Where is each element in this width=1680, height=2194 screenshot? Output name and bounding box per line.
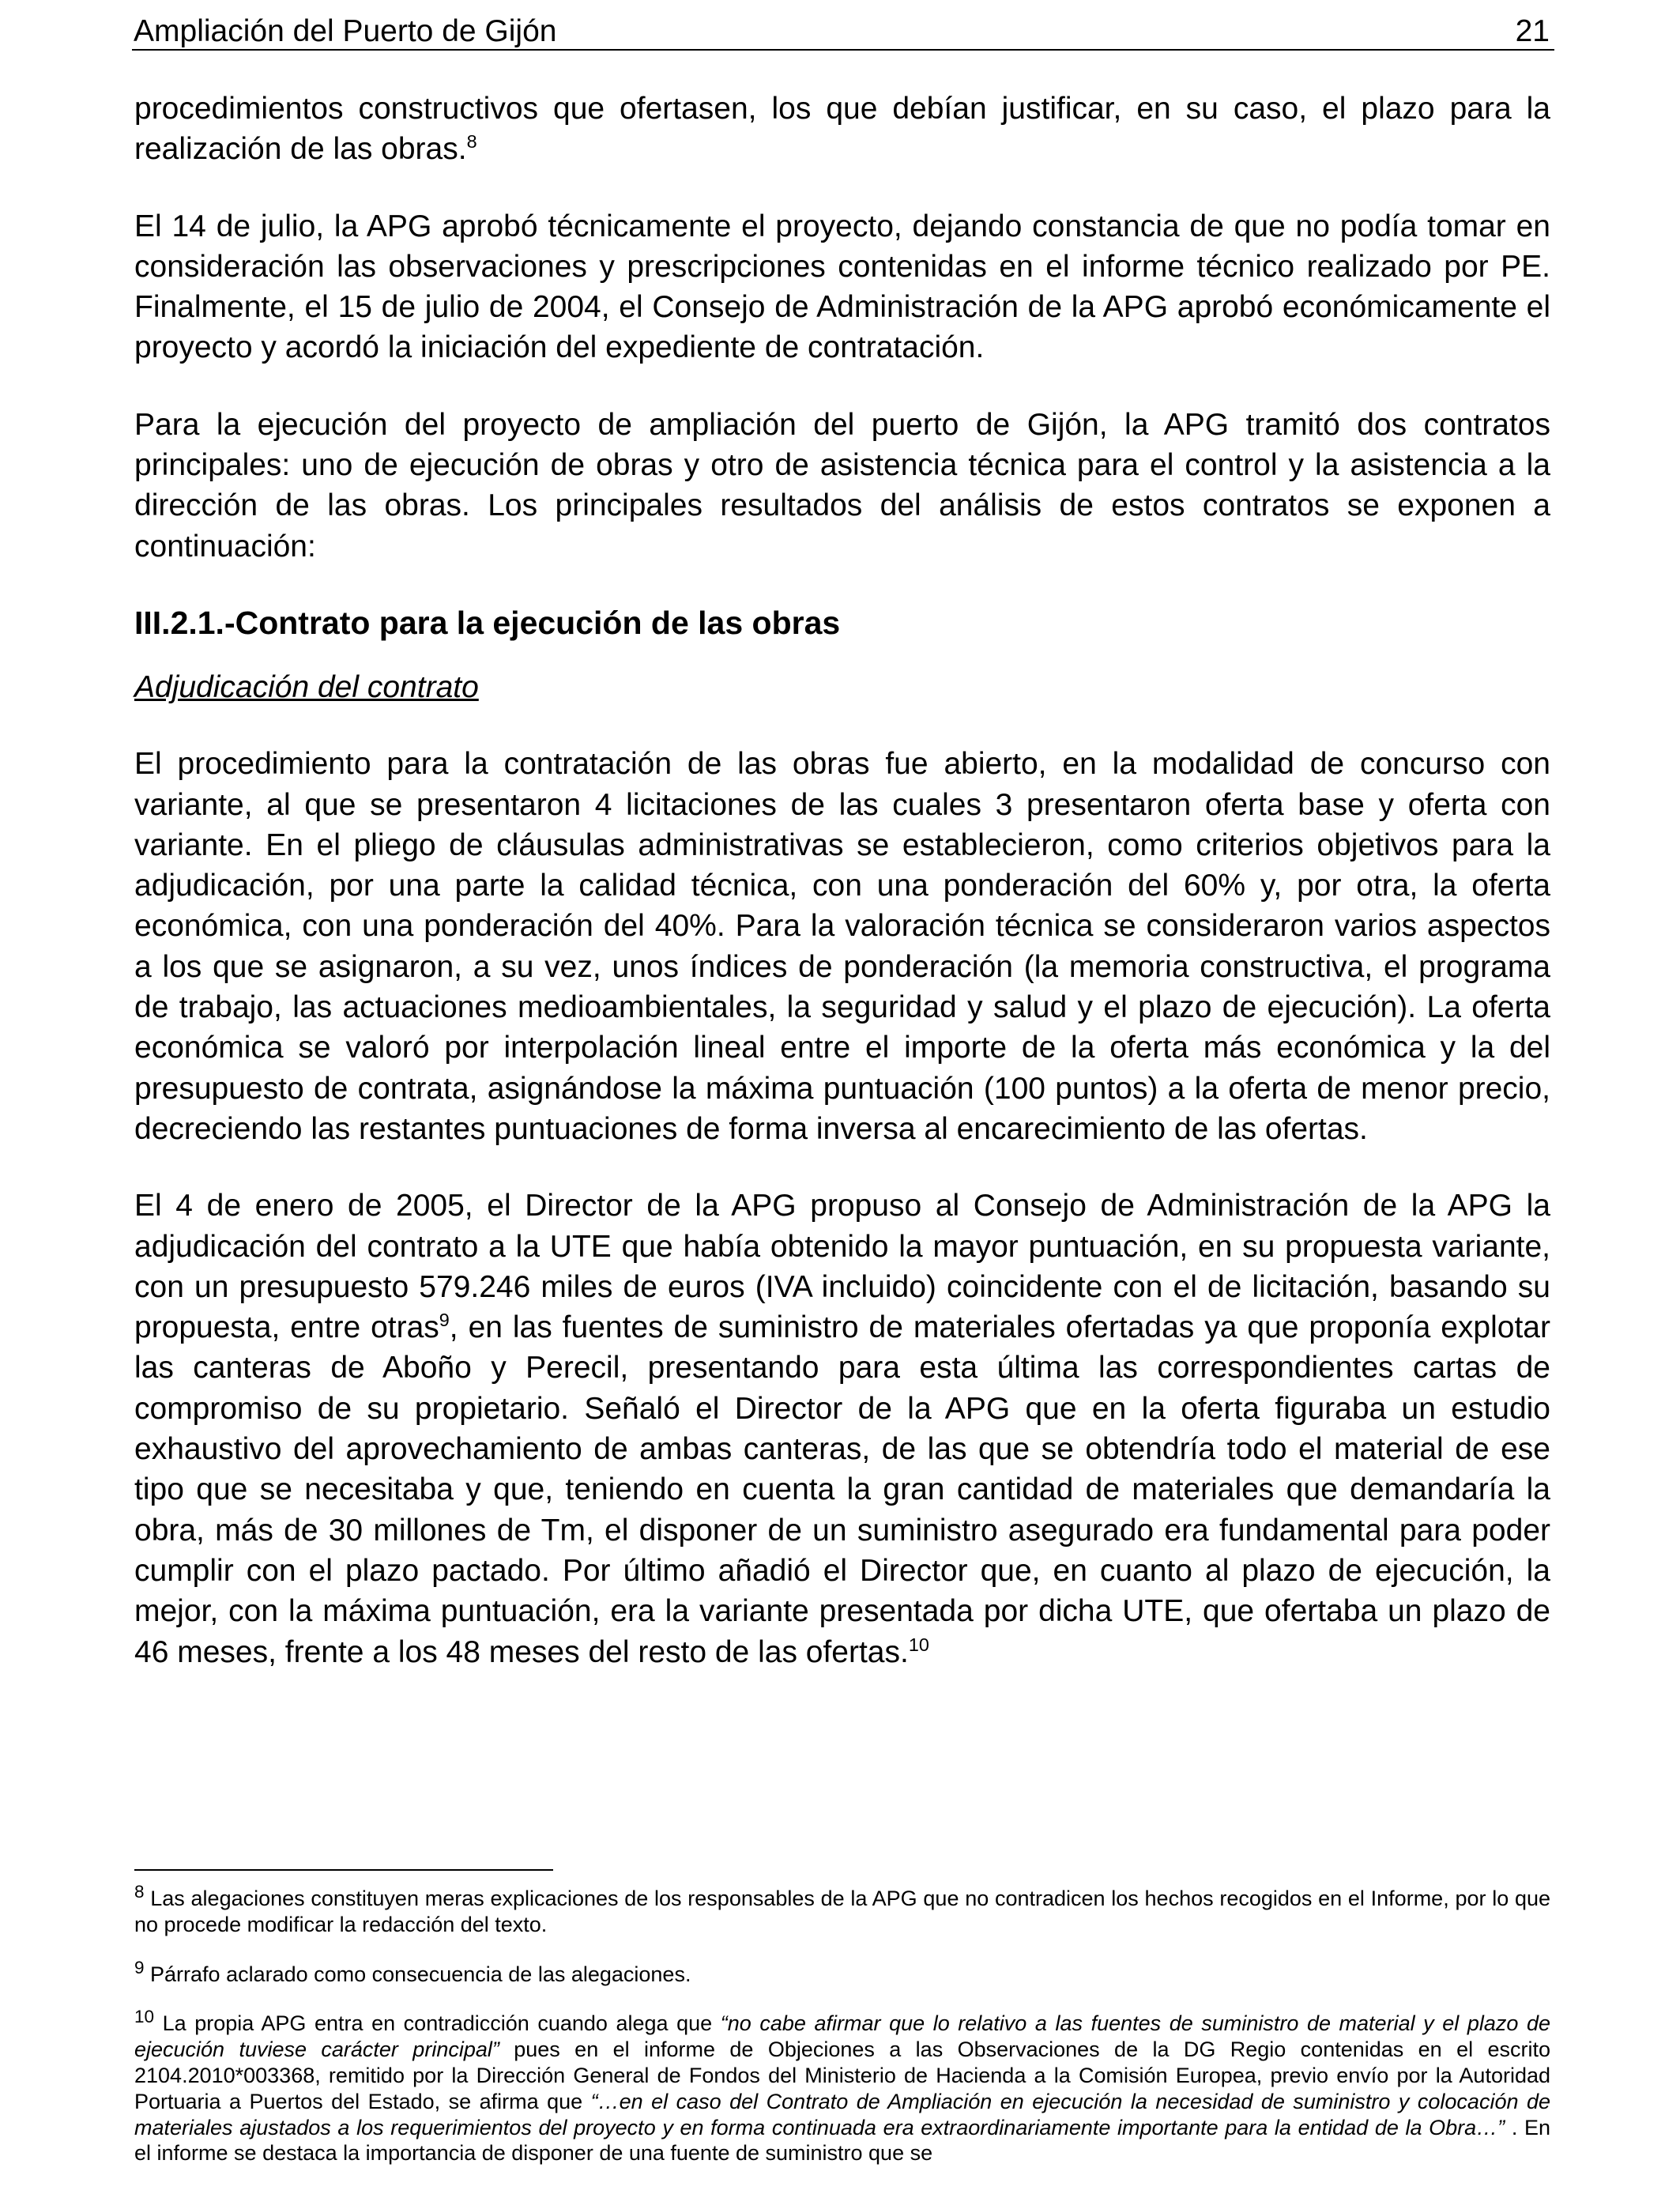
footnote-10-quote-1: “no cabe afirmar que lo relativo a las fuentes de suministro de material y el plazo de ejecución tuviese carácter principal” (134, 2011, 1550, 2062)
footnote-10 (134, 2004, 1550, 2166)
paragraph-2: El 14 de julio, la APG aprobó técnicamente el proyecto, dejando constancia de que no podía tomar en consideración las observaciones y prescripciones contenidas en el informe técnico realizado por PE. Finalmente, el 15 de julio de 2004, el Consejo de Administración de la APG aprobó económicamente el proyecto y acordó la iniciación del expediente de contratación. (134, 209, 1550, 365)
footnote-10-text-b: pues en el informe de Objeciones a las Observaciones de la DG Regio contenidas en el escrito 2104.2010*003368, remitido por la Dirección General de Fondos del Ministerio de Hacienda a la Comisión Europea, previo envío por la Autoridad Portuaria a Puertos del Estado, se afirma que (134, 2038, 1550, 2113)
footnote-8-number: 8 (134, 1882, 145, 1902)
paragraph-1 (134, 89, 1550, 170)
paragraph-5-text-a: El 4 de enero de 2005, el Director de la APG propuso al Consejo de Administración de la APG la adjudicación del contrato a la UTE que había obtenido la mayor puntuación, en su propuesta variante, con un presupuesto 579.246 miles de euros (IVA incluido) coincidente con el de licitación, basando su propuesta, entre otras (134, 1189, 1550, 1345)
footnote-10-number: 10 (134, 2007, 155, 2027)
footnote-9-text: Párrafo aclarado como consecuencia de las alegaciones. (150, 1962, 691, 1986)
paragraph-4: El procedimiento para la contratación de las obras fue abierto, en la modalidad de concurso con variante, al que se presentaron 4 licitaciones de las cuales 3 presentaron oferta base y oferta con variante. En el pliego de cláusulas administrativas se establecieron, como criterios objetivos para la adjudicación, por una parte la calidad técnica, con una ponderación del 60% y, por otra, la oferta económica, con una ponderación del 40%. Para la valoración técnica se consideraron varios aspectos a los que se asignaron, a su vez, unos índices de ponderación (la memoria constructiva, el programa de trabajo, las actuaciones medioambientales, la seguridad y salud y el plazo de ejecución). La oferta económica se valoró por interpolación lineal entre el importe de la oferta más económica y la del presupuesto de contrata, asignándose la máxima puntuación (100 puntos) a la oferta de menor precio, decreciendo las restantes puntuaciones de forma inversa al encarecimiento de las ofertas. (134, 747, 1550, 1146)
footnote-ref-8: 8 (466, 131, 477, 153)
section-heading: III.2.1.-Contrato para la ejecución de las obras (134, 604, 841, 641)
subsection-heading: Adjudicación del contrato (134, 669, 479, 704)
footnote-8-text: Las alegaciones constituyen meras explicaciones de los responsables de la APG que no contradicen los hechos recogidos en el Informe, por lo que no procede modificar la redacción del texto. (134, 1887, 1550, 1936)
footnote-10-text-a: La propia APG entra en contradicción cuando alega que (162, 2011, 721, 2036)
footnote-8 (134, 1879, 1550, 1938)
paragraph-3: Para la ejecución del proyecto de ampliación del puerto de Gijón, la APG tramitó dos contratos principales: uno de ejecución de obras y otro de asistencia técnica para el control y la asistencia a la dirección de las obras. Los principales resultados del análisis de estos contratos se exponen a continuación: (134, 407, 1550, 564)
footnote-ref-10: 10 (908, 1634, 929, 1655)
footnote-ref-9: 9 (439, 1310, 450, 1331)
main-text (134, 89, 1550, 1709)
header-title: Ampliación del Puerto de Gijón (134, 14, 557, 48)
page-number: 21 (1515, 14, 1550, 48)
footnote-10-quote-2: “…en el caso del Contrato de Ampliación en ejecución la necesidad de suministro y colocación de materiales ajustados a los requerimientos del proyecto y en forma continuada era extraordinariamente importante para la entidad de la Obra…” (134, 2089, 1550, 2139)
footnotes (134, 1879, 1550, 2184)
footnote-10-text-c: . En el informe se destaca la importancia de disponer de una fuente de suministro que se (134, 2115, 1551, 2166)
paragraph-1-text: procedimientos constructivos que ofertasen, los que debían justificar, en su caso, el plazo para la realización de las obras. (134, 92, 1550, 167)
paragraph-5 (134, 1186, 1550, 1672)
footnote-separator (134, 1869, 553, 1871)
footnote-9 (134, 1955, 1550, 1988)
footnote-9-number: 9 (134, 1957, 145, 1977)
paragraph-5-text-b: , en las fuentes de suministro de materiales ofertadas ya que proponía explotar las canteras de Aboño y Perecil, presentando para esta última las correspondientes cartas de compromiso de su propietario. Señaló el Director de la APG que en la oferta figuraba un estudio exhaustivo del aprovechamiento de ambas canteras, de las que se obtendría todo el material de ese tipo que se necesitaba y que, teniendo en cuenta la gran cantidad de materiales que demandaría la obra, más de 30 millones de Tm, el disponer de un suministro asegurado era fundamental para poder cumplir con el plazo pactado. Por último añadió el Director que, en cuanto al plazo de ejecución, la mejor, con la máxima puntuación, era la variante presentada por dicha UTE, que ofertaba un plazo de 46 meses, frente a los 48 meses del resto de las ofertas. (134, 1310, 1550, 1669)
running-header (132, 11, 1554, 51)
